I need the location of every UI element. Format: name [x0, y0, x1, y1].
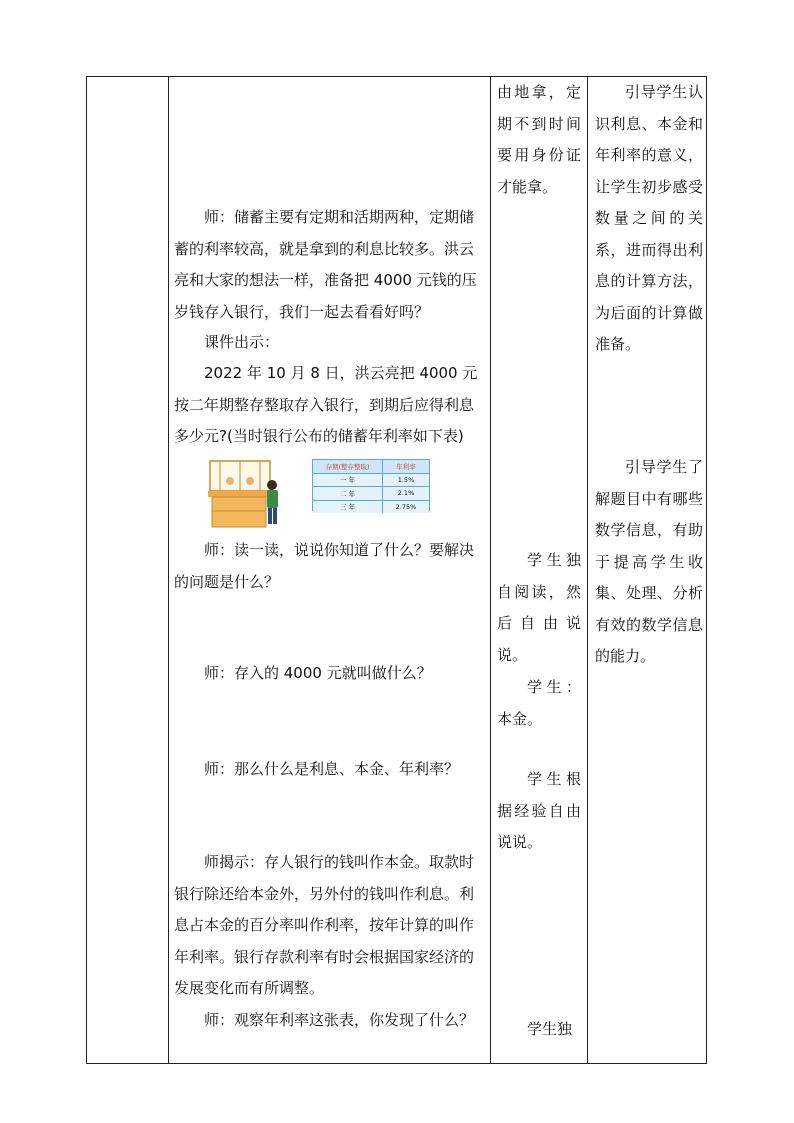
rate-table-row: 二 年 2.1%: [313, 487, 429, 501]
student-activity: 学生：本金。: [497, 678, 581, 728]
rate-table-row: 三 年 2.75%: [313, 501, 429, 514]
interest-rate-table: [312, 459, 430, 511]
teacher-paragraph: 师：储蓄主要有定期和活期两种，定期储蓄的利率较高，就是拿到的利息比较多。洪云亮和大家的想法一样，准备把 4000 元钱的压岁钱存入银行，我们一起去看看好吗？: [174, 208, 477, 321]
courseware-label: 课件出示：: [204, 333, 280, 351]
column-divider: [587, 76, 588, 1064]
teacher-question: 师：观察年利率这张表，你发现了什么？: [204, 1011, 475, 1029]
design-intent: 引导学生了解题目中有哪些数学信息，有助于提高学生收集、处理、分析有效的数学信息的能力。: [595, 458, 703, 665]
design-intent: 引导学生认识利息、本金和年利率的意义，让学生初步感受数量之间的关系，进而得出利息的计算方法，为后面的计算做准备。: [595, 83, 703, 353]
student-activity: 由地拿，定期不到时间要用身份证才能拿。: [497, 83, 581, 196]
student-activity: 学生根据经验自由说说。: [497, 770, 581, 851]
student-activity: 学生独: [527, 1020, 573, 1038]
rate-table-header: 存期(整存整取) 年利率: [313, 460, 429, 474]
column-divider: [168, 76, 169, 1064]
student-activity: 学生独自阅读，然后自由说说。: [497, 551, 581, 664]
problem-statement: 2022 年 10 月 8 日，洪云亮把 4000 元按二年期整存整取存入银行，到期后应得利息多少元?(当时银行公布的储蓄年利率如下表): [174, 364, 478, 445]
teacher-question: 师：那么什么是利息、本金、年利率？: [204, 760, 460, 778]
teacher-question: 师：读一读，说说你知道了什么？要解决的问题是什么？: [174, 541, 475, 591]
teacher-explanation: 师揭示：存人银行的钱叫作本金。取款时银行除还给本金外，另外付的钱叫作利息。利息占本金的百分率叫作利率，按年计算的叫作年利率。银行存款利率有时会根据国家经济的发展变化而有所调整。: [174, 853, 475, 997]
teacher-question: 师：存入的 4000 元就叫做什么？: [204, 664, 432, 682]
column-divider: [490, 76, 491, 1064]
bank-counter-illustration: [208, 455, 284, 529]
rate-table-row: 一 年 1.5%: [313, 474, 429, 488]
